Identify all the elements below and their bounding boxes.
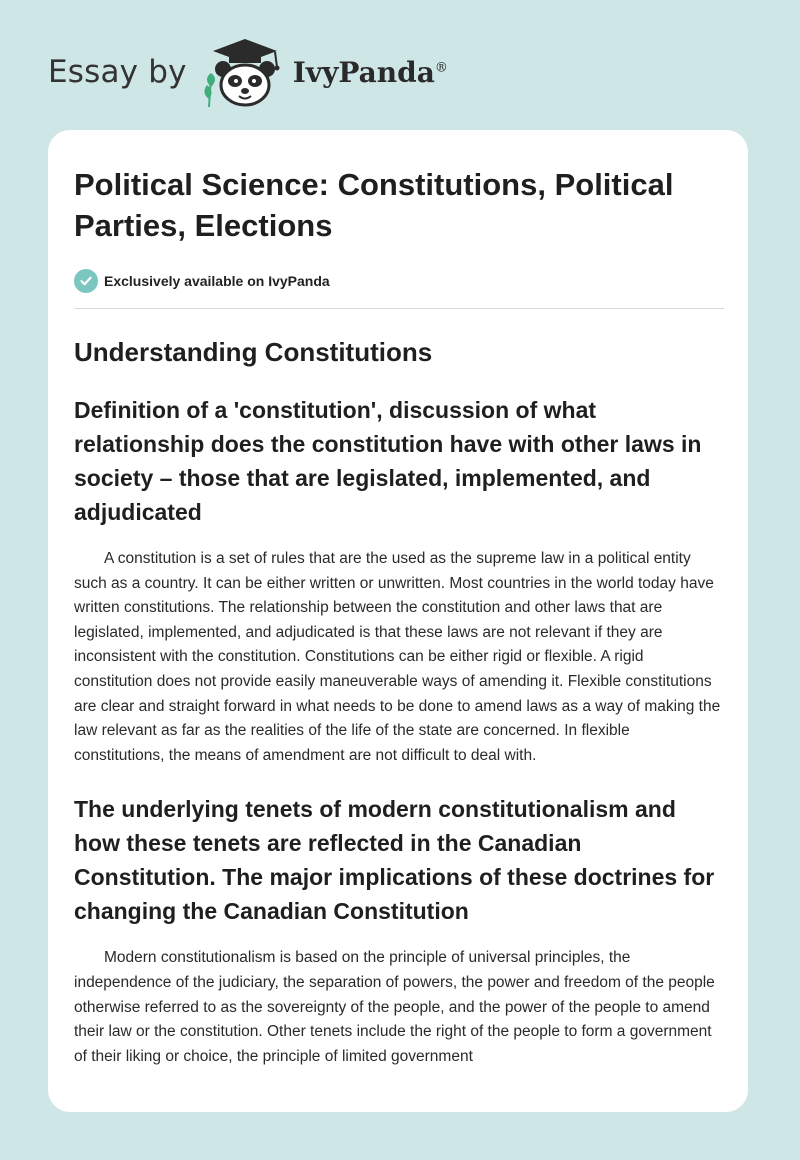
site-header bbox=[48, 34, 528, 110]
subsection-heading-2: The underlying tenets of modern constitutionalism and how these tenets are reflected in the Canadian Constitution. The major implications of these doctrines for changing the Canadian Constitution bbox=[74, 796, 715, 925]
panda-graduate-icon[interactable] bbox=[199, 35, 291, 109]
exclusive-badge-text: Exclusively available on IvyPanda bbox=[104, 273, 330, 289]
trademark-symbol: ® bbox=[434, 60, 448, 76]
title-divider bbox=[74, 308, 724, 309]
article-title: Political Science: Constitutions, Political Parties, Elections bbox=[74, 167, 674, 243]
check-circle-icon bbox=[74, 269, 98, 293]
brand-name[interactable]: IvyPanda® bbox=[292, 55, 448, 89]
essay-by-label: Essay by bbox=[48, 54, 187, 90]
subsection-heading-1: Definition of a 'constitution', discussion of what relationship does the constitution have with other laws in society – those that are legislated, implemented, and adjudicated bbox=[74, 397, 702, 525]
exclusive-badge bbox=[74, 268, 724, 294]
article-card bbox=[48, 130, 748, 1112]
section-heading: Understanding Constitutions bbox=[74, 337, 433, 367]
paragraph-1: A constitution is a set of rules that are the used as the supreme law in a political entity such as a country. It can be either written or unwritten. Most countries in the world today have written constitutions. The relationship between the constitution and other laws that are legislated, implemented, and adjudicated is that these laws are not relevant if they are inconsistent with the constitution. Constitutions can be either rigid or flexible. A rigid constitution does not provide easily maneuverable ways of amending it. Flexible constitutions are clear and straight forward in what needs to be done to amend laws as a way of making the law relevant as far as the realities of the life of the state are concerned. In flexible constitutions, the means of amendment are not difficult to deal with. bbox=[74, 550, 721, 764]
paragraph-2: Modern constitutionalism is based on the principle of universal principles, the independence of the judiciary, the separation of powers, the power and freedom of the people otherwise referred to as the sovereignty of the people, and the power of the people to amend their law or the constitution. Other tenets include the right of the people to form a government of their liking or choice, the principle of limited government bbox=[74, 949, 715, 1065]
article-content bbox=[74, 164, 724, 1069]
